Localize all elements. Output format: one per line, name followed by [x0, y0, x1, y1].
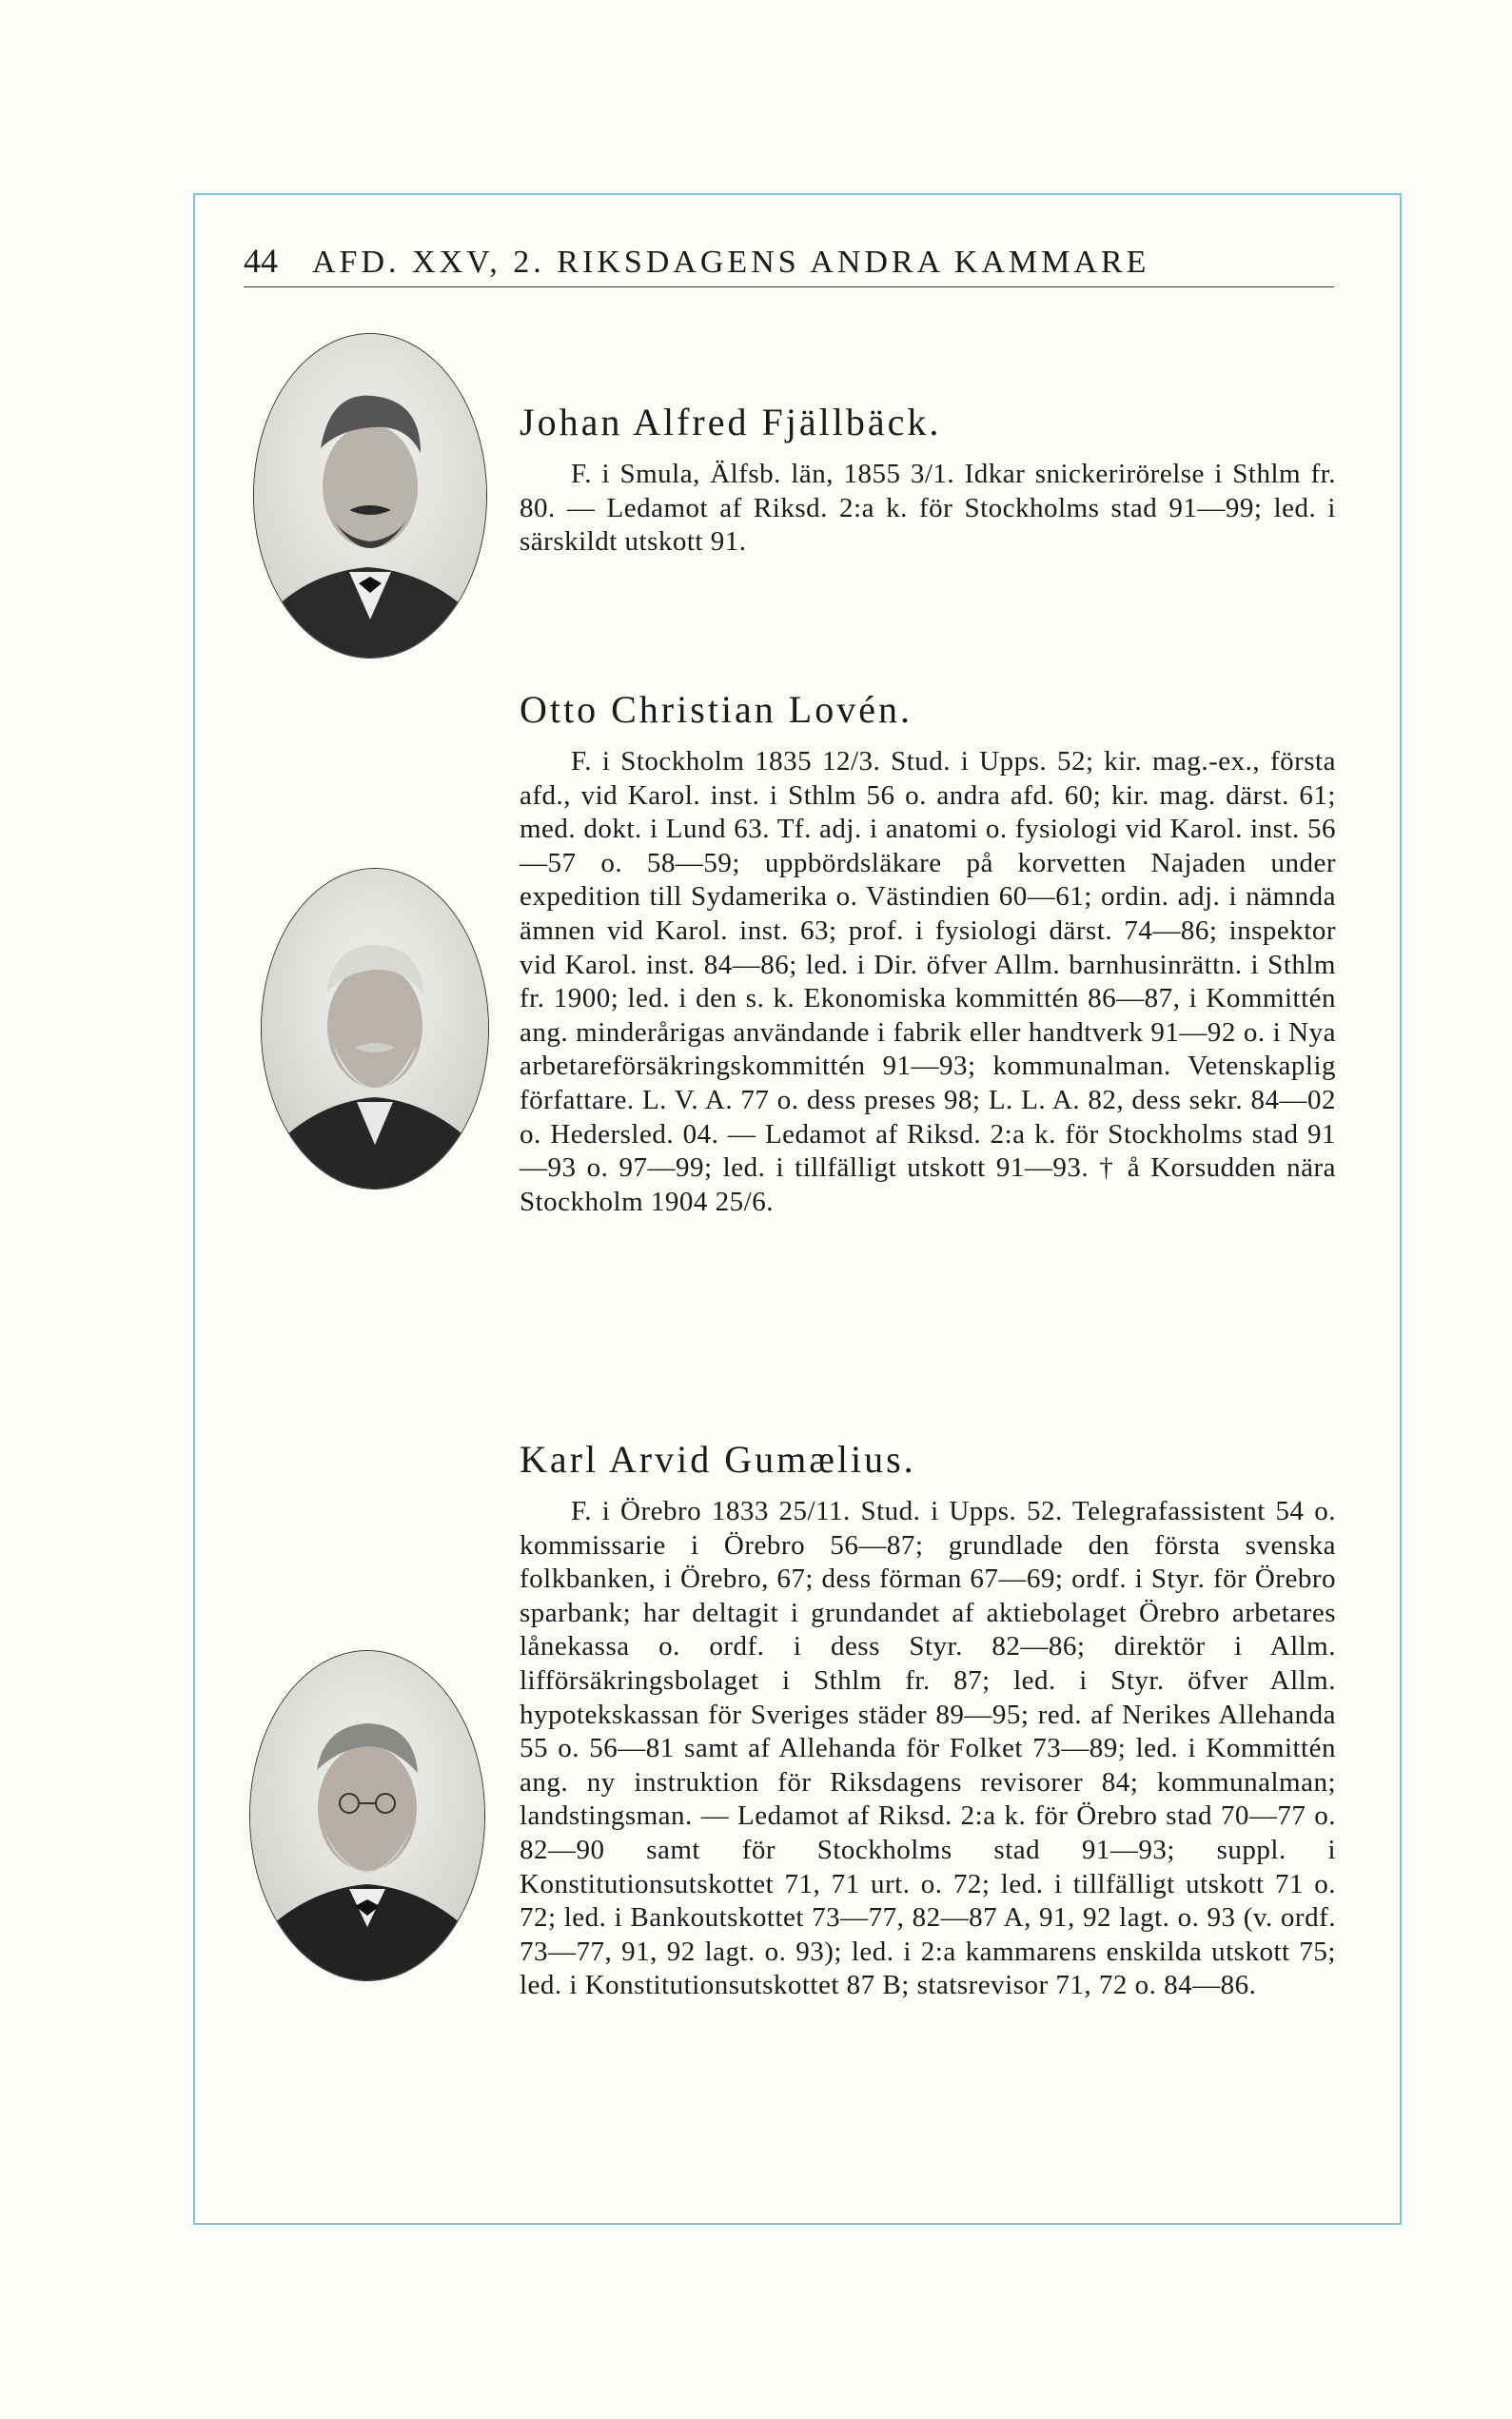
entry-bio: F. i Örebro 1833 25/11. Stud. i Upps. 52. Telegrafassistent 54 o. kommissarie i Örebro 56—87; grundlade den första svenska folkbanken, i Örebro, 67; dess förman 67—69; ordf. i Styr. för Örebro sparbank; har deltagit i grundandet af aktiebolaget Örebro arbetares lånekassa o. ordf. i dess Styr. 82—86; direktör i Allm. lifförsäkringsbolaget i Sthlm fr. 87; led. i Styr. öfver Allm. hypotekskassan för Sveriges städer 89—95; red. af Nerikes Allehanda 55 o. 56—81 samt af Allehanda för Folket 73—89; led. i Kommittén ang. ny instruktion för Riksdagens revisorer 84; kommunalman; landstingsman. — Ledamot af Riksd. 2:a k. för Örebro stad 70—77 o. 82—90 samt för Stockholms stad 91—93; suppl. i Konstitutionsutskottet 71, 71 urt. o. 72; led. i tillfälligt utskott 71 o. 72; led. i Bankoutskottet 73—77, 82—87 A, 91, 92 lagt. o. 93 (v. ordf. 73—77, 91, 92 lagt. o. 93); led. i 2:a kammarens enskilda utskott 75; led. i Konstitutionsutskottet 87 B; statsrevisor 71, 72 o. 84—86. — [520, 1496, 1336, 2001]
entry-bio: F. i Stockholm 1835 12/3. Stud. i Upps. 52; kir. mag.-ex., första afd., vid Karol. inst. i Sthlm 56 o. andra afd. 60; kir. mag. därst. 61; med. dokt. i Lund 63. Tf. adj. i anatomi o. fysiologi vid Karol. inst. 56—57 o. 58—59; uppbördsläkare på korvetten Najaden under expedition till Sydamerika o. Västindien 60—61; ordin. adj. i nämnda ämnen vid Karol. inst. 63; prof. i fysiologi därst. 74—86; inspektor vid Karol. inst. 84—86; led. i Dir. öfver Allm. barnhusinrättn. i Sthlm fr. 1900; led. i den s. k. Ekonomiska kommittén 86—87, i Kommittén ang. minderårigas användande i fabrik eller handtverk 91—92 o. i Nya arbetareförsäkringskommittén 91—93; kommunalman. Vetenskaplig författare. L. V. A. 77 o. dess preses 98; L. L. A. 82, dess sekr. 84—02 o. Hedersled. 04. — Ledamot af Riksd. 2:a k. för Stockholms stad 91—93 o. 97—99; led. i tillfälligt utskott 91—93. † å Korsudden nära Stockholm 1904 25/6. — [520, 746, 1336, 1217]
running-title: AFD. XXV, 2. RIKSDAGENS ANDRA KAMMARE — [312, 245, 1150, 280]
entry-fjallback — [520, 400, 1336, 560]
entry-name: Otto Christian Lovén. — [520, 688, 913, 731]
portrait-fjallback — [253, 333, 487, 659]
portrait-gumaelius — [249, 1650, 485, 1981]
entry-name: Karl Arvid Gumælius. — [520, 1438, 916, 1481]
entry-name: Johan Alfred Fjällbäck. — [520, 401, 942, 443]
entry-gumaelius — [520, 1437, 1336, 2003]
portrait-loven — [261, 868, 489, 1190]
page-number: 44 — [244, 242, 278, 280]
entry-loven — [520, 687, 1336, 1219]
running-header — [244, 233, 1334, 287]
entry-bio: F. i Smula, Älfsb. län, 1855 3/1. Idkar snickerirörelse i Sthlm fr. 80. — Ledamot af Riksd. 2:a k. för Stockholms stad 91—99; led. i särskildt utskott 91. — [520, 459, 1336, 558]
